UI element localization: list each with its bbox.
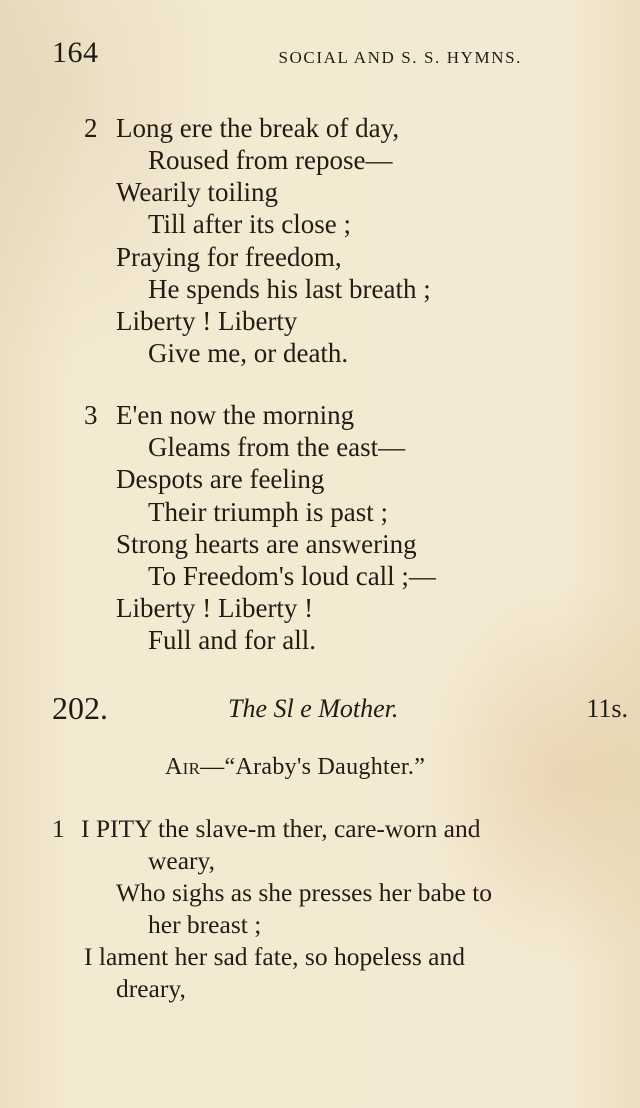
- stanza-line: Liberty ! Liberty !: [116, 593, 314, 623]
- stanza-line: weary,: [148, 846, 216, 875]
- stanza-line: Wearily toiling: [116, 177, 279, 207]
- hymn-meter: 11s.: [586, 694, 628, 723]
- stanza-line: Gleams from the east—: [148, 432, 406, 462]
- stanza-line: Who sighs as she presses her babe to: [116, 878, 493, 907]
- stanza-line: dreary,: [116, 974, 186, 1003]
- hymn-heading: [52, 690, 628, 730]
- stanza-line: 1 I PITY the slave-m ther, care-worn and: [52, 814, 481, 843]
- page-number: 164: [52, 36, 99, 69]
- stanza-line: He spends his last breath ;: [148, 274, 431, 304]
- stanza-line: Till after its close ;: [148, 209, 351, 239]
- stanza-line: 3 E'en now the morning: [84, 400, 355, 430]
- stanza-line: Full and for all.: [148, 625, 316, 655]
- stanza-line: Praying for freedom,: [116, 242, 342, 272]
- page-header: [52, 36, 522, 76]
- tune-air: [165, 754, 425, 781]
- stanza-line: her breast ;: [148, 910, 262, 939]
- verse-number: 1: [52, 814, 65, 843]
- stanza-line: Strong hearts are answering: [116, 529, 417, 559]
- stanza-line: To Freedom's loud call ;—: [148, 561, 436, 591]
- stanza-line: 2 Long ere the break of day,: [84, 113, 400, 143]
- air-label: Air: [165, 754, 201, 780]
- stanza-line: Liberty ! Liberty: [116, 306, 298, 336]
- hymn-title: The Sl e Mother.: [228, 694, 399, 723]
- stanza-line: Roused from repose—: [148, 145, 393, 175]
- air-text: —“Araby's Daughter.”: [200, 754, 426, 780]
- verse-number: 3: [84, 400, 98, 430]
- stanza-line: I lament her sad fate, so hopeless and: [84, 942, 465, 971]
- hymn-number: 202.: [52, 690, 108, 726]
- verse-number: 2: [84, 113, 98, 143]
- stanza-line: Their triumph is past ;: [148, 497, 388, 527]
- running-title: SOCIAL AND S. S. HYMNS.: [278, 48, 522, 67]
- stanza-line: Despots are feeling: [116, 464, 325, 494]
- stanza-line: Give me, or death.: [148, 338, 349, 368]
